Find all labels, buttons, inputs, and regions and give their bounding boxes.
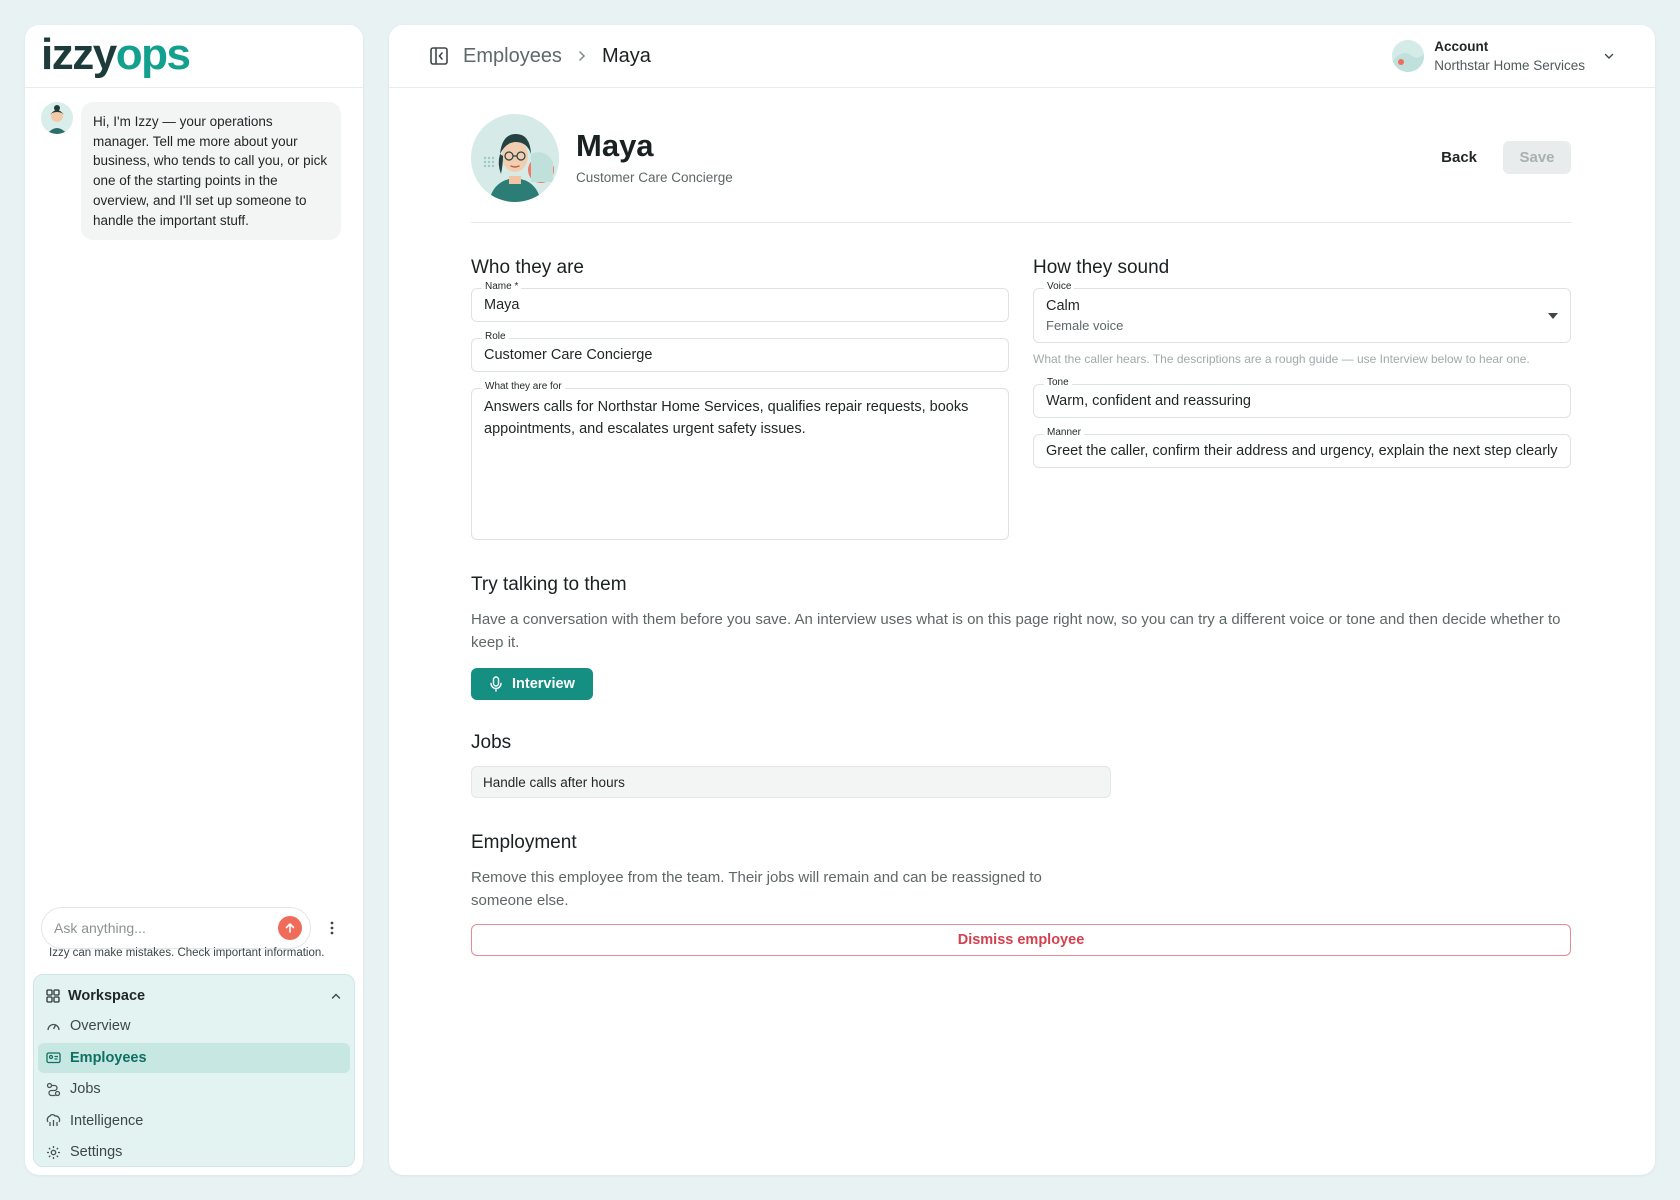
chevron-right-icon <box>576 50 588 62</box>
workspace-nav <box>33 974 355 1167</box>
nav-item-label: Settings <box>70 1144 123 1160</box>
workspace-title: Workspace <box>68 988 146 1004</box>
jobs-section <box>471 732 1571 798</box>
section-heading: Who they are <box>471 257 584 278</box>
account-switcher[interactable] <box>1392 39 1615 73</box>
chat-disclaimer: Izzy can make mistakes. Check important information. <box>49 947 325 959</box>
microphone-icon <box>489 676 503 692</box>
profile-header <box>471 113 1571 223</box>
job-item-label: Handle calls after hours <box>483 774 625 790</box>
profile-actions <box>1427 141 1571 174</box>
field-label: What they are for <box>482 381 565 392</box>
field-label: Name * <box>482 281 521 292</box>
sidebar-toggle-icon[interactable] <box>429 46 449 66</box>
name-field[interactable] <box>471 281 1009 322</box>
voice-selected-sub: Female voice <box>1046 318 1124 333</box>
who-they-are-section <box>471 257 1009 556</box>
manner-field[interactable] <box>1033 427 1571 468</box>
logo-ops-text: ops <box>115 30 190 79</box>
chevron-up-icon[interactable] <box>330 990 342 1002</box>
employee-role-subtitle: Customer Care Concierge <box>576 170 733 185</box>
purpose-textarea[interactable] <box>471 381 1009 540</box>
dismiss-employee-button[interactable]: Dismiss employee <box>471 924 1571 956</box>
account-label: Account <box>1434 39 1489 54</box>
breadcrumb-current: Maya <box>601 44 651 67</box>
account-name: Northstar Home Services <box>1434 58 1585 73</box>
section-heading: Try talking to them <box>471 574 627 595</box>
voice-hint: What the caller hears. The descriptions are a rough guide — use Interview below to hear one. <box>1033 352 1530 366</box>
account-avatar <box>1392 40 1424 72</box>
arrow-up-icon <box>284 922 296 934</box>
name-field-value: Maya <box>484 297 520 313</box>
grid-icon <box>46 989 60 1003</box>
nav-item-overview[interactable] <box>38 1011 350 1041</box>
section-heading: Jobs <box>471 732 512 753</box>
brain-icon <box>46 1113 61 1128</box>
employee-content <box>471 113 1571 956</box>
field-label: Manner <box>1044 427 1084 438</box>
ask-input[interactable] <box>41 907 311 949</box>
kebab-menu-icon <box>330 921 334 935</box>
employee-avatar[interactable] <box>471 114 559 202</box>
nav-item-label: Intelligence <box>70 1112 144 1129</box>
logo-row <box>25 25 363 88</box>
nav-item-label: Employees <box>70 1049 147 1066</box>
purpose-textarea-value: Answers calls for Northstar Home Services, qualifies repair requests, books appointments, and escalates urgent safety issues. <box>484 399 969 437</box>
ask-row <box>41 907 341 949</box>
id-card-icon <box>46 1050 61 1065</box>
nav-item-label: Overview <box>70 1018 131 1034</box>
voice-select[interactable] <box>1033 281 1571 343</box>
job-item[interactable] <box>471 766 1111 798</box>
chevron-down-icon <box>1603 50 1615 62</box>
back-button[interactable]: Back <box>1441 149 1477 166</box>
gear-icon <box>46 1145 61 1160</box>
nav-item-employees[interactable] <box>38 1043 350 1073</box>
chat-bubble-text: Hi, I'm Izzy — your operations manager. Tell me more about your business, who tends to call you, or pick one of the starting points in the overview, and I'll set up someone to handle the important stuff. <box>81 102 341 240</box>
try-talking-description: Have a conversation with them before you save. An interview uses what is on this page right now, so you can try a different voice or tone and then decide whether to keep it. <box>471 611 1561 651</box>
send-button[interactable] <box>278 916 302 940</box>
tone-field[interactable] <box>1033 377 1571 418</box>
employment-section <box>471 832 1571 956</box>
izzy-avatar <box>41 102 73 134</box>
field-label: Role <box>482 331 509 342</box>
main-panel <box>389 25 1655 1175</box>
caret-down-icon <box>1548 313 1558 319</box>
route-icon <box>46 1082 61 1097</box>
interview-button-label: Interview <box>512 676 575 692</box>
how-they-sound-section <box>1033 257 1571 556</box>
workspace-header[interactable] <box>38 981 350 1011</box>
employee-name-title: Maya <box>576 128 654 163</box>
nav-item-jobs[interactable] <box>38 1074 350 1104</box>
interview-button[interactable] <box>471 668 593 700</box>
breadcrumb <box>429 45 651 68</box>
gauge-icon <box>46 1019 61 1034</box>
more-options-button[interactable] <box>323 916 341 940</box>
manner-field-value: Greet the caller, confirm their address and urgency, explain the next step clearly <box>1046 443 1558 459</box>
save-button[interactable]: Save <box>1503 141 1571 174</box>
breadcrumb-employees[interactable]: Employees <box>463 44 562 67</box>
field-label: Tone <box>1044 377 1072 388</box>
nav-item-label: Jobs <box>70 1081 101 1097</box>
tone-field-value: Warm, confident and reassuring <box>1046 393 1251 409</box>
chat-message <box>41 102 347 240</box>
sidebar <box>25 25 363 1175</box>
field-label: Voice <box>1044 281 1074 292</box>
role-field-value: Customer Care Concierge <box>484 347 653 363</box>
section-heading: Employment <box>471 832 577 853</box>
voice-selected-value: Calm <box>1046 298 1080 314</box>
nav-item-intelligence[interactable] <box>38 1106 350 1136</box>
ask-input-placeholder: Ask anything... <box>54 920 146 936</box>
role-field[interactable] <box>471 331 1009 372</box>
try-talking-section <box>471 574 1571 700</box>
employment-description: Remove this employee from the team. Their jobs will remain and can be reassigned to someone else. <box>471 869 1042 909</box>
details-columns <box>471 257 1571 556</box>
topbar <box>389 25 1655 88</box>
izzyops-logo[interactable] <box>41 30 347 79</box>
nav-item-settings[interactable] <box>38 1137 350 1167</box>
logo-izzy-text: izzy <box>41 30 116 79</box>
section-heading: How they sound <box>1033 257 1170 278</box>
